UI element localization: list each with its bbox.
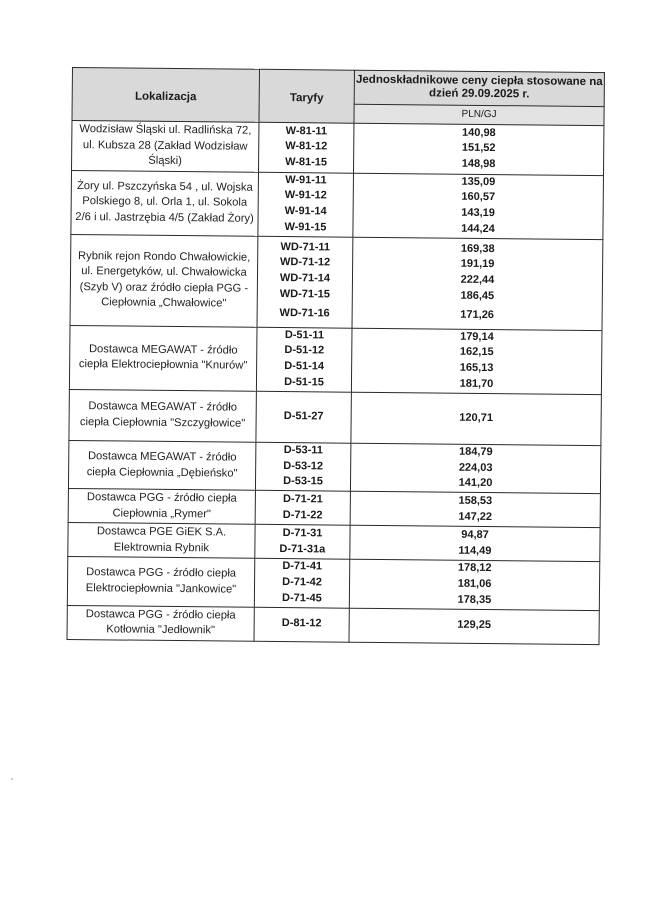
- location-cell: Dostawca PGE GiEK S.A. Elektrownia Rybnik: [68, 523, 255, 559]
- price-cell: [351, 328, 602, 395]
- table-row: [71, 170, 604, 239]
- price-value: 158,53: [458, 494, 493, 508]
- price-value: 129,25: [457, 618, 492, 632]
- price-cell: [352, 237, 603, 330]
- scan-artifact: [11, 778, 13, 780]
- price-value: 222,44: [460, 273, 495, 287]
- tariff-code: D-71-21: [282, 493, 323, 506]
- location-cell: Dostawca MEGAWAT - źródło ciepła Ciepłownia „Dębieńsko": [68, 440, 255, 490]
- location-cell: Żory ul. Pszczyńska 54 , ul. Wojska Polskiego 8, ul. Orla 1, ul. Sokola 2/6 i ul. Jastrzębia 4/5 (Zakład Żory): [71, 170, 259, 236]
- tariff-table-wrapper: [67, 67, 604, 645]
- table-row: [68, 440, 600, 493]
- price-value: 148,98: [461, 157, 496, 171]
- location-cell: Dostawca MEGAWAT - źródło ciepła Ciepłownia "Szczygłowice": [69, 389, 256, 442]
- tariff-code: D-53-12: [283, 459, 324, 473]
- tariff-code: D-71-31: [282, 527, 323, 540]
- tariff-code: D-71-42: [282, 576, 322, 589]
- table-row: [70, 234, 603, 330]
- price-value: 114,49: [458, 544, 492, 557]
- table-row: [67, 557, 599, 610]
- price-cell: [353, 123, 603, 175]
- price-value: 147,22: [458, 510, 493, 523]
- tariff-cell: [255, 491, 350, 526]
- tariff-code: W-81-12: [285, 140, 328, 153]
- price-value: 178,35: [457, 593, 492, 606]
- price-cell: [350, 443, 600, 494]
- tariff-code: D-71-22: [282, 508, 323, 522]
- heat-price-table: [67, 67, 605, 645]
- tariff-code: WD-71-14: [279, 272, 331, 285]
- price-value: 181,06: [457, 577, 492, 591]
- price-value: 184,79: [458, 445, 493, 458]
- tariff-code: WD-71-16: [279, 306, 330, 320]
- price-cell: [351, 392, 601, 445]
- location-cell: Wodzisław Śląski ul. Radlińska 72, ul. Kubsza 28 (Zakład Wodzisław Śląski): [72, 121, 259, 172]
- table-row: [68, 523, 600, 562]
- price-value: 151,52: [461, 142, 496, 155]
- tariff-cell: [257, 236, 353, 328]
- tariff-cell: [259, 122, 354, 172]
- table-row: [67, 605, 599, 644]
- tariff-code: W-81-11: [285, 124, 328, 137]
- price-value: 141,20: [458, 477, 493, 490]
- price-value: 94,87: [461, 528, 489, 541]
- table-row: [68, 489, 600, 528]
- tariff-cell: [256, 327, 352, 392]
- price-value: 224,03: [458, 461, 493, 474]
- tariff-code: W-91-11: [285, 173, 327, 186]
- tariff-cell: [256, 391, 351, 443]
- location-cell: Dostawca PGG - źródło ciepła Elektrociepłownia "Jankowice": [67, 557, 254, 607]
- price-cell: [349, 559, 599, 610]
- price-value: 165,13: [459, 362, 494, 375]
- price-cell: [350, 491, 600, 527]
- tariff-code: D-51-11: [284, 328, 325, 342]
- location-cell: Dostawca PGG - źródło ciepła Kotłownia "Jedłownik": [67, 605, 254, 641]
- table-body: [67, 121, 604, 645]
- price-value: 144,24: [461, 222, 495, 235]
- price-value: 179,14: [460, 330, 494, 343]
- tariff-cell: [255, 525, 350, 560]
- tariff-code: D-71-45: [281, 591, 322, 605]
- price-value: 140,98: [462, 126, 496, 139]
- tariff-code: D-81-12: [281, 617, 322, 630]
- header-tariffs: Taryfy: [259, 69, 355, 123]
- price-cell: [350, 525, 600, 561]
- price-value: 162,15: [459, 346, 494, 359]
- tariff-code: D-53-15: [283, 475, 323, 488]
- tariff-code: WD-71-15: [279, 287, 330, 301]
- location-cell: Dostawca PGG - źródło ciepła Ciepłownia „Rymer": [68, 489, 255, 525]
- price-value: 120,71: [459, 411, 494, 425]
- table-row: [69, 389, 601, 445]
- tariff-cell: [255, 442, 350, 491]
- table-row: [69, 325, 602, 394]
- tariff-code: D-53-11: [283, 443, 323, 457]
- tariff-cell: [254, 607, 349, 642]
- price-value: 178,12: [457, 561, 492, 575]
- price-value: 191,19: [460, 258, 495, 271]
- tariff-cell: [254, 559, 349, 608]
- tariff-code: WD-71-11: [280, 240, 331, 254]
- location-cell: Dostawca MEGAWAT - źródło ciepła Elektrociepłownia "Knurów": [69, 325, 257, 391]
- header-location: Lokalizacja: [72, 68, 260, 123]
- table-row: [72, 121, 604, 176]
- price-value: 181,70: [459, 377, 494, 391]
- location-cell: Rybnik rejon Rondo Chwałowickie, ul. Energetyków, ul. Chwałowicka (Szyb V) oraz źródło ciepła PGG - Ciepłownia „Chwałowice": [70, 234, 258, 327]
- header-unit: PLN/GJ: [354, 104, 604, 126]
- price-cell: [353, 173, 604, 240]
- price-value: 143,19: [461, 206, 496, 220]
- tariff-code: D-51-12: [284, 344, 325, 357]
- price-value: 186,45: [460, 289, 495, 303]
- price-value: 169,38: [460, 242, 495, 255]
- header-price-title: Jednoskładnikowe ceny ciepła stosowane na dzień 29.09.2025 r.: [354, 70, 604, 106]
- tariff-code: D-71-31a: [279, 542, 326, 556]
- tariff-code: D-51-15: [284, 376, 324, 389]
- tariff-code: W-91-12: [284, 189, 327, 202]
- tariff-code: D-51-14: [284, 360, 325, 373]
- price-value: 135,09: [461, 175, 496, 188]
- tariff-cell: [258, 172, 354, 237]
- tariff-code: W-91-15: [284, 220, 327, 234]
- tariff-code: W-91-14: [284, 205, 327, 218]
- tariff-code: D-71-41: [282, 560, 323, 573]
- tariff-code: W-81-15: [285, 156, 328, 169]
- price-cell: [349, 608, 599, 644]
- tariff-code: WD-71-12: [280, 256, 331, 269]
- price-value: 160,57: [461, 191, 496, 204]
- tariff-code: D-51-27: [283, 410, 324, 423]
- price-value: 171,26: [460, 308, 495, 321]
